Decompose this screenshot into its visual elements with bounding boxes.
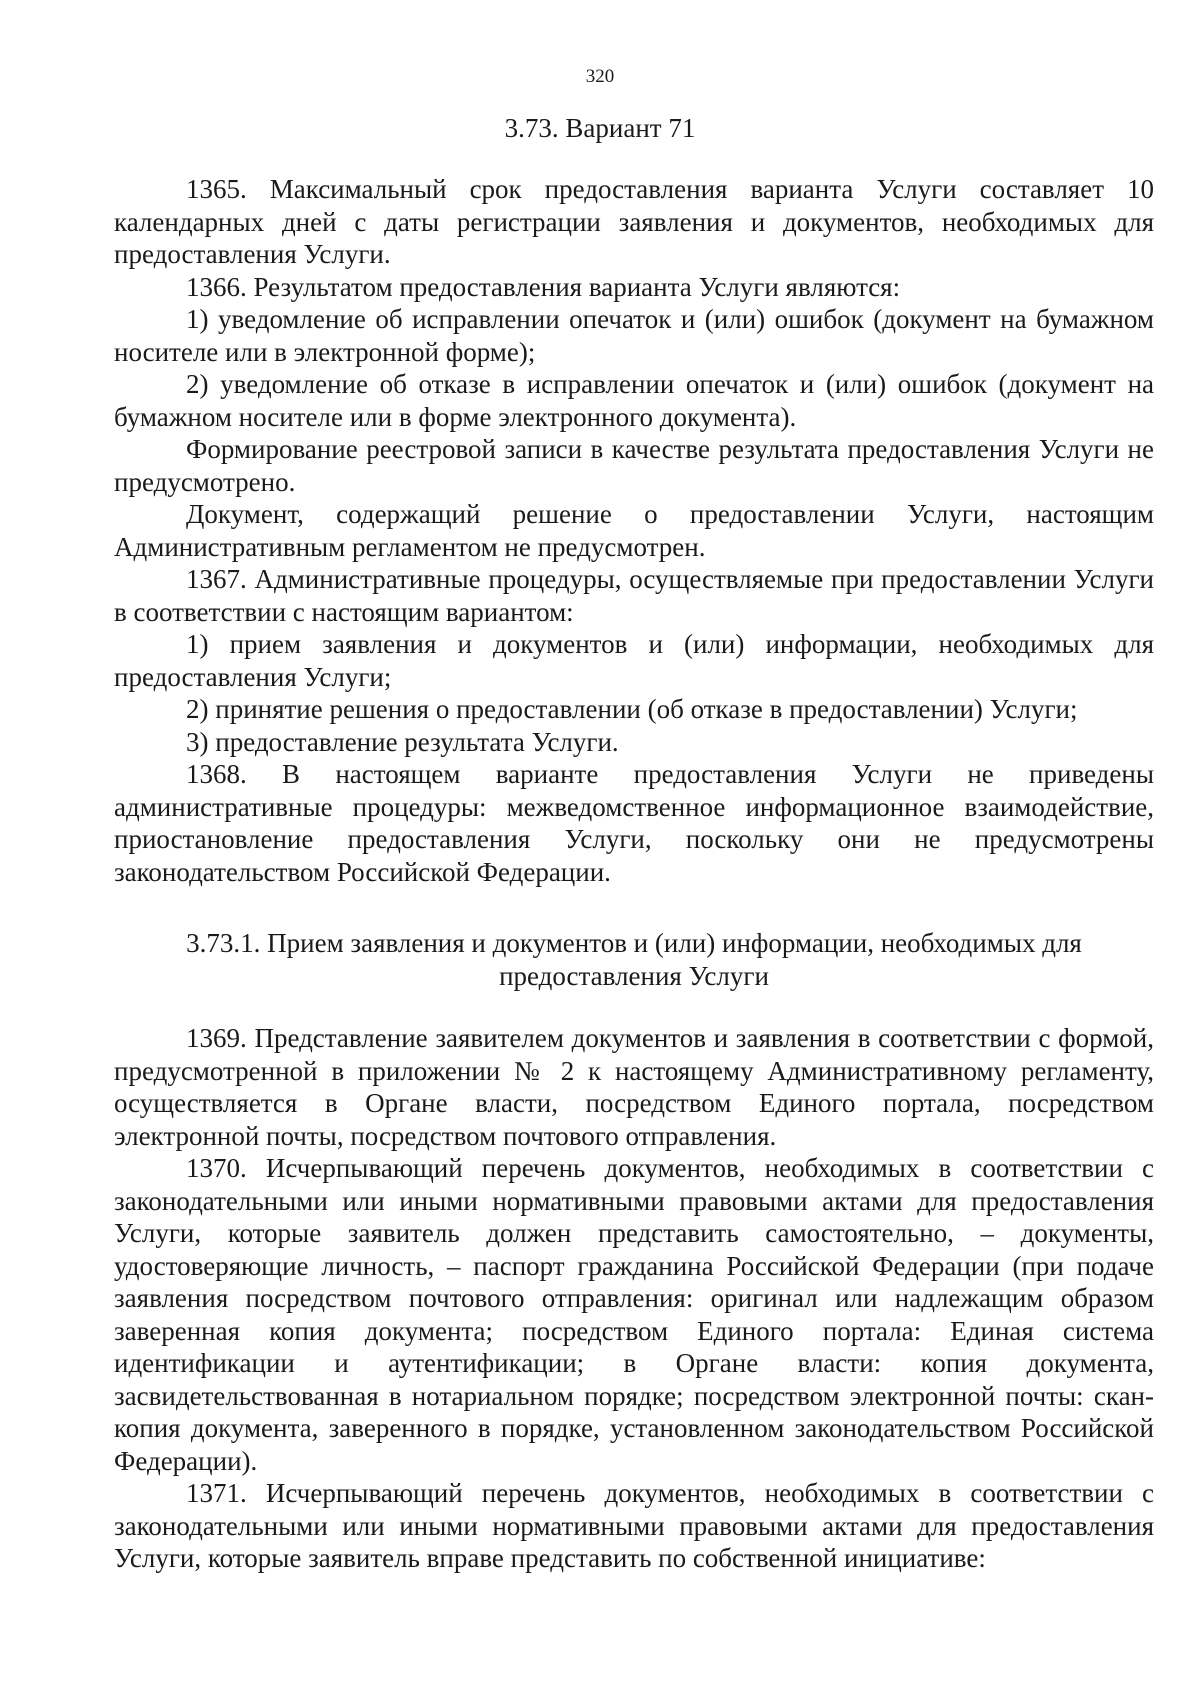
list-item-notice-correction: 1) уведомление об исправлении опечаток и (или) ошибок (документ на бумажном носителе или в электронной форме);	[114, 304, 1154, 367]
paragraph-1366: 1366. Результатом предоставления варианта Услуги являются:	[186, 271, 901, 302]
paragraph-1370: 1370. Исчерпывающий перечень документов, необходимых в соответствии с законодательными или иными нормативными правовыми актами для предоставления Услуги, которые заявитель должен представить самостоятельно, – документы, удостоверяющие личность, – паспорт гражданина Российской Федерации (при подаче заявления посредством почтового отправления: оригинал или надлежащим образом заверенная копия документа; посредством Единого портала: Единая система идентификации и аутентификации; в Органе власти: копия документа, засвидетельствованная в нотариальном порядке; посредством электронной почты: скан-копия документа, заверенного в порядке, установленном законодательством Российской Федерации).	[114, 1153, 1154, 1476]
section-title: 3.73. Вариант 71	[504, 113, 696, 143]
paragraph-1365: 1365. Максимальный срок предоставления варианта Услуги составляет 10 календарных дней с даты регистрации заявления и документов, необходимых для предоставления Услуги.	[114, 174, 1154, 269]
paragraphs-top	[114, 173, 1154, 888]
paragraph-decision-document: Документ, содержащий решение о предоставлении Услуги, настоящим Административным регламентом не предусмотрен.	[114, 499, 1154, 562]
paragraphs-bottom	[114, 1022, 1154, 1575]
paragraph-1371: 1371. Исчерпывающий перечень документов, необходимых в соответствии с законодательными или иными нормативными правовыми актами для предоставления Услуги, которые заявитель вправе представить по собственной инициативе:	[114, 1478, 1154, 1573]
list-item-procedure-1: 1) прием заявления и документов и (или) информации, необходимых для предоставления Услуги;	[114, 629, 1154, 692]
paragraph-registry-record: Формирование реестровой записи в качестве результата предоставления Услуги не предусмотрено.	[114, 434, 1154, 497]
list-item-procedure-2: 2) принятие решения о предоставлении (об отказе в предоставлении) Услуги;	[186, 694, 1078, 724]
subsection-title	[114, 927, 1154, 992]
subsection-title-line-2: предоставления Услуги	[499, 960, 769, 991]
paragraph-1369: 1369. Представление заявителем документов и заявления в соответствии с формой, предусмотренной в приложении № 2 к настоящему Административному регламенту, осуществляется в Органе власти, посредством Единого портала, посредством электронной почты, посредством почтового отправления.	[114, 1023, 1154, 1151]
paragraph-1367: 1367. Административные процедуры, осуществляемые при предоставлении Услуги в соответствии с настоящим вариантом:	[114, 564, 1154, 627]
list-item-procedure-3: 3) предоставление результата Услуги.	[186, 726, 619, 757]
page-number: 320	[585, 66, 615, 87]
list-item-notice-refusal: 2) уведомление об отказе в исправлении опечаток и (или) ошибок (документ на бумажном носителе или в форме электронного документа).	[114, 369, 1154, 432]
paragraph-1368: 1368. В настоящем варианте предоставления Услуги не приведены административные процедуры: межведомственное информационное взаимодействие, приостановление предоставления Услуги, поскольку они не предусмотрены законодательством Российской Федерации.	[114, 759, 1154, 887]
subsection-title-line-1: 3.73.1. Прием заявления и документов и (или) информации, необходимых для	[186, 928, 1082, 958]
